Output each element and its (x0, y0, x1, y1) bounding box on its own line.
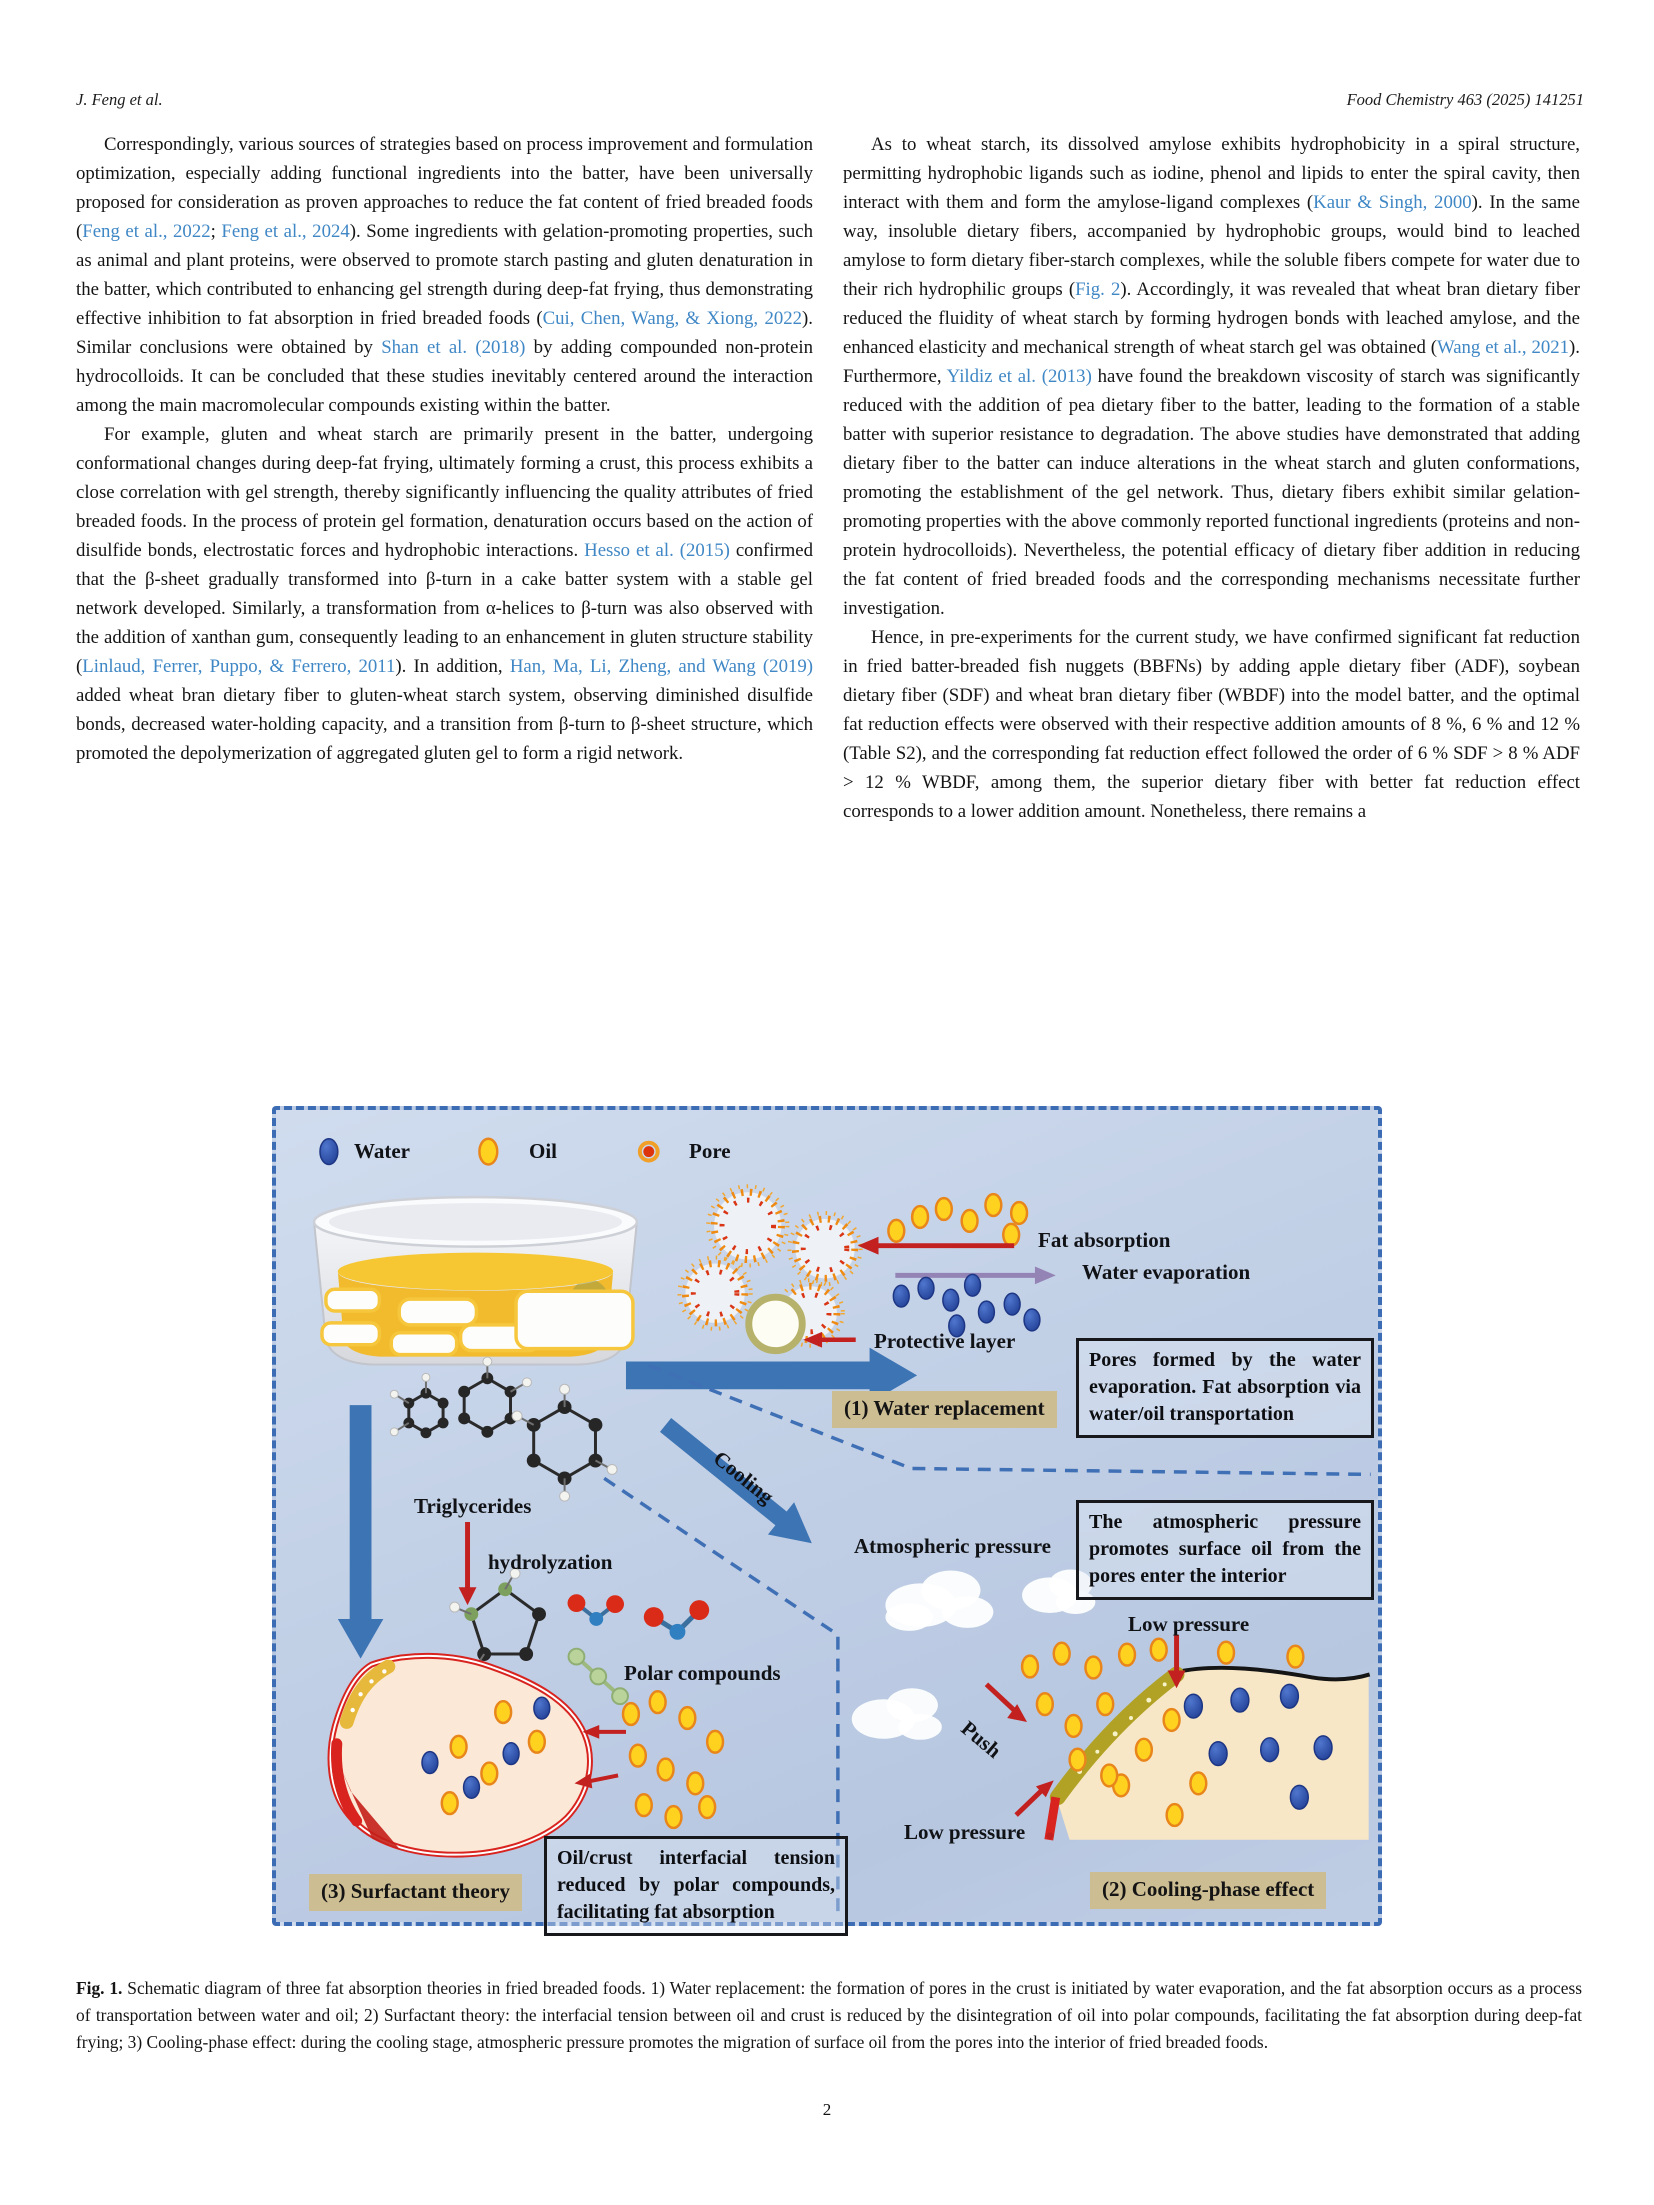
push-arrow (986, 1684, 1027, 1722)
citation-link[interactable]: Feng et al., 2024 (221, 221, 350, 242)
body-text: added wheat bran dietary fiber to gluten-wheat starch system, observing diminished disulfide bonds, decreased water-holding capacity, and a transition from β-turn to β-sheet structure, which promoted the depolymerization of aggregated gluten gel to form a rigid network. (76, 685, 813, 764)
page-header (76, 90, 1584, 110)
body-text: ). Some ingredients with gelation-promoting properties, such as animal and plant proteins, were observed to promote starch pasting and gluten denaturation in the batter, which contributed to enhancing gel strength during deep-fat frying, thus demonstrating effective inhibition to fat absorption in fried breaded foods ( (76, 221, 813, 329)
hydrolyzation-label: hydrolyzation (488, 1550, 613, 1574)
polar-compounds-label: Polar compounds (624, 1661, 781, 1685)
page-number: 2 (822, 2100, 832, 2119)
atmospheric-pressure-box: The atmospheric pressure promotes surface oil from the pores enter the interior (1076, 1500, 1374, 1600)
right-column (843, 130, 1580, 826)
water-droplets-group (893, 1274, 1040, 1336)
low-pressure-bottom-arrow (1016, 1780, 1054, 1815)
paragraph (843, 623, 1580, 826)
hydrolyzation-arrow (459, 1522, 477, 1605)
figure-caption-text: Schematic diagram of three fat absorption theories in fried breaded foods. 1) Water replacement: the formation of pores in the crust is initiated by water evaporation, and the fat absorption occurs as a process of transportation between water and oil; 2) Surfactant theory: the interfacial tension between oil and crust is reduced by the disintegration of oil into polar compounds, facilitating the fat absorption during deep-fat frying; 3) Cooling-phase effect: during the cooling stage, atmospheric pressure promotes the migration of surface oil from the pores into the interior of fried breaded foods. (76, 1978, 1582, 2052)
citation-link[interactable]: Wang et al., 2021 (1436, 337, 1570, 358)
oil-crust-box: Oil/crust interfacial tension reduced by polar compounds, facilitating fat absorption (544, 1836, 848, 1936)
water-legend-icon (320, 1139, 338, 1165)
citation-link[interactable]: Feng et al., 2022 (82, 221, 211, 242)
body-text: confirmed that the β-sheet gradually transformed into β-turn in a cake batter system with a stable gel network developed. Similarly, a transformation from α-helices to β-turn was also observed with the addition of xanthan gum, consequently leading to an enhancement in gluten structure stability ( (76, 540, 814, 677)
body-text: Hence, in pre-experiments for the current study, we have confirmed significant fat reduction in fried batter-breaded fish nuggets (BBFNs) by adding apple dietary fiber (ADF), soybean dietary fiber (SDF) and wheat bran dietary fiber (WBDF) into the model batter, and the optimal fat reduction effects were observed with their respective addition amounts of 8 %, 6 % and 12 % (Table S2), and the corresponding fat reduction effect followed the order of 6 % SDF > 8 % ADF > 12 % WBDF, among them, the superior dietary fiber with better fat reduction effect corresponds to a lower addition amount. Nonetheless, there remains a (843, 627, 1580, 822)
citation-link[interactable]: Yildiz et al. (2013) (946, 366, 1092, 387)
figure-caption-label: Fig. 1. (76, 1978, 123, 1998)
low-pressure-bottom-label: Low pressure (904, 1820, 1026, 1844)
body-text: ). Accordingly, it was revealed that wheat bran dietary fiber reduced the fluidity of wheat starch by forming hydrogen bonds with leached amylose, and the enhanced elasticity and mechanical strength of wheat starch gel was obtained ( (843, 279, 1580, 358)
paragraph (76, 130, 813, 420)
surfactant-theory-tag: (3) Surfactant theory (309, 1874, 522, 1911)
citation-link[interactable]: Linlaud, Ferrer, Puppo, & Ferrero, 2011 (82, 656, 396, 677)
push-label: Push (956, 1716, 1006, 1763)
body-text: ). In the same way, insoluble dietary fibers, accompanied by hydrophobic groups, would bind to leached amylose to form dietary fiber-starch complexes, while the soluble fibers compete for water due to their rich hydrophilic groups ( (843, 192, 1580, 300)
left-column (76, 130, 813, 768)
citation-link[interactable]: Kaur & Singh, 2000 (1313, 192, 1472, 213)
legend-pore-label: Pore (689, 1139, 731, 1163)
oil-legend-icon (479, 1139, 497, 1165)
journal-reference: Food Chemistry 463 (2025) 141251 (1346, 90, 1584, 109)
body-text: ). In addition, (395, 656, 510, 677)
citation-link[interactable]: Fig. 2 (1075, 279, 1121, 300)
body-text: by adding compounded non-protein hydrocolloids. It can be concluded that these studies inevitably centered around the interaction among the main macromolecular compounds existing within the batter. (76, 337, 813, 416)
body-text: Correspondingly, various sources of strategies based on process improvement and formulation optimization, especially adding functional ingredients into the batter, have been universally proposed for consideration as proven approaches to reduce the fat content of fried breaded foods ( (76, 134, 813, 242)
citation-link[interactable]: Shan et al. (2018) (381, 337, 526, 358)
cooling-phase-tag: (2) Cooling-phase effect (1090, 1872, 1326, 1909)
figure-1-panel (272, 1106, 1382, 1926)
external-oil-droplets (623, 1691, 723, 1828)
food-cross-section (1046, 1668, 1369, 1840)
fat-absorption-label: Fat absorption (1038, 1228, 1171, 1252)
surfactant-section-arrow (338, 1405, 384, 1659)
water-evaporation-label: Water evaporation (1082, 1260, 1251, 1284)
citation-link[interactable]: Cui, Chen, Wang, & Xiong, 2022 (542, 308, 803, 329)
protective-layer-label: Protective layer (874, 1329, 1016, 1353)
figure-caption (76, 1975, 1582, 2056)
triglycerides-label: Triglycerides (414, 1494, 532, 1518)
body-text: ; (210, 221, 222, 242)
citation-link[interactable]: Han, Ma, Li, Zheng, and Wang (2019) (509, 656, 813, 677)
oil-droplets-group (888, 1194, 1027, 1245)
body-text: ). Furthermore, (843, 337, 1580, 387)
paragraph (843, 130, 1580, 623)
pore-cluster-illustration (679, 1186, 860, 1350)
body-text: ). Similar conclusions were obtained by (76, 308, 813, 358)
legend-water-label: Water (354, 1139, 410, 1163)
fat-absorption-arrow (858, 1237, 1014, 1255)
low-pressure-top-label: Low pressure (1128, 1612, 1250, 1636)
citation-link[interactable]: Hesso et al. (2015) (584, 540, 730, 561)
body-text: For example, gluten and wheat starch are primarily present in the batter, undergoing conformational changes during deep-fat frying, ultimately forming a crust, this process exhibits a close correlation with gel strength, thereby significantly influencing the quality attributes of fried breaded foods. In the process of protein gel formation, denaturation occurs based on the action of disulfide bonds, electrostatic forces and hydrophobic interactions. (76, 424, 813, 561)
running-authors: J. Feng et al. (76, 90, 163, 109)
legend-oil-label: Oil (529, 1139, 558, 1163)
paragraph (76, 420, 813, 768)
frying-bowl-illustration (314, 1197, 637, 1364)
body-text: As to wheat starch, its dissolved amylose exhibits hydrophobicity in a spiral structure, permitting hydrophobic ligands such as iodine, phenol and lipids to enter the spiral cavity, then interact with them and form the amylose-ligand complexes ( (843, 134, 1580, 213)
protective-layer-illustration (749, 1297, 802, 1350)
cooling-label: Cooling (708, 1446, 779, 1509)
triglycerides-molecules (390, 1357, 617, 1501)
water-replacement-tag: (1) Water replacement (832, 1391, 1057, 1428)
atmospheric-pressure-label: Atmospheric pressure (854, 1534, 1051, 1558)
pores-explanation-box: Pores formed by the water evaporation. Fat absorption via water/oil transportation (1076, 1338, 1374, 1438)
fried-food-blob (331, 1656, 590, 1855)
pore-legend-icon (640, 1143, 658, 1161)
body-text: have found the breakdown viscosity of starch was significantly reduced with the addition of pea dietary fiber to the batter, leading to the formation of a stable batter with superior resistance to degradation. The above studies have demonstrated that adding dietary fiber to the batter can induce alterations in the wheat starch and gluten conformations, promoting the establishment of the gel network. Thus, dietary fibers exhibit similar gelation-promoting properties with the above commonly reported functional ingredients (proteins and non-protein hydrocolloids). Nevertheless, the potential efficacy of dietary fiber addition in reducing the fat content of fried breaded foods and the corresponding mechanisms necessitate further investigation. (843, 366, 1580, 619)
